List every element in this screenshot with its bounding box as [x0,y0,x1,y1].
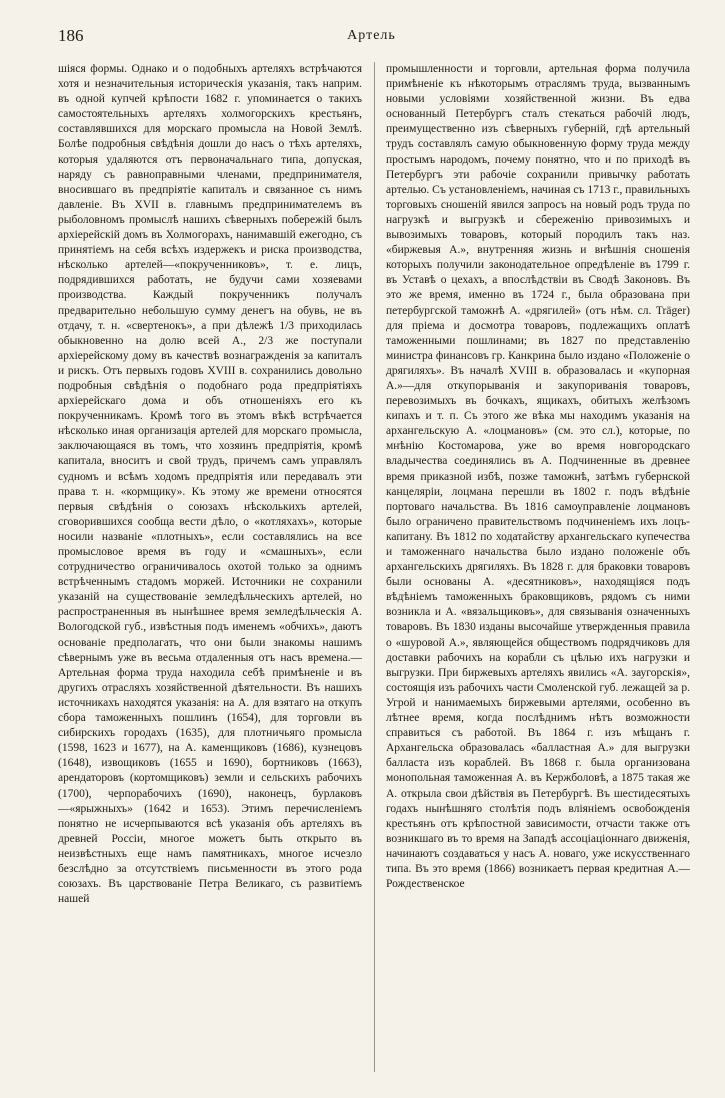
text-columns [58,62,690,1082]
page-number: 186 [58,26,84,45]
right-column [386,62,690,1072]
left-column [58,62,362,1072]
running-head: Артель [347,28,396,43]
column-divider [374,62,375,1072]
page-header [58,26,685,50]
right-column-text: промышленности и торговли, артельная форма получила примѣненіе къ нѣкоторымъ отраслямъ труда, вызваннымъ новыми условіями хозяйственной жизни. Въ едва основанный Петербургъ сталъ стекаться рабочій людъ, преимущественно изъ сѣверныхъ губерній, гдѣ артельный трудъ составлялъ самую обыкновенную форму труда между простымъ народомъ, почему понятно, что и по приходѣ въ Петербургъ эти рабочіе сохранили привычку работать артелью. Съ установленіемъ, начиная съ 1713 г., правильныхъ торговыхъ сношеній явился запросъ на новый родъ труда по нагрузкѣ и выгрузкѣ и сбереженію привозимыхъ и вывозимыхъ товаровъ, который породилъ такъ наз. «биржевыя А.», внутренняя жизнь и внѣшнія сношенія которыхъ получили законодательное опредѣленіе въ 1799 г. въ Уставѣ о цехахъ, а впослѣдствіи въ Сводѣ Законовъ. Въ это же время, именно въ 1724 г., была образована при петербургской таможнѣ А. «дрягилей» (отъ нѣм. сл. Träger) для пріема и досмотра товаровъ, подлежащихъ оплатѣ таможенными пошлинами; въ 1827 по представленію министра финансовъ гр. Канкрина было издано «Положеніе о дрягиляхъ». Въ началѣ XVIII в. образовалась и «купорная А.»—для откупорыванія и закупориванія товаровъ, перевозимыхъ въ бочкахъ, ящикахъ, обитыхъ желѣзомъ кипахъ и т. п. Съ этого же вѣка мы находимъ указанія на архангельскую А. «лоцмановъ» (см. это сл.), которые, по мнѣнію Костомарова, уже во время новгородскаго владычества соединялись въ А. Подчиненные въ древнее время приказной избѣ, позже таможнѣ, затѣмъ губернской канцеляріи, лоцмана перешли въ 1802 г. подъ вѣдѣніе портоваго начальства. Въ 1816 самоуправленіе лоцмановъ было ограничено правительствомъ подчиненіемъ ихъ лоцъ-капитану. Въ 1812 по ходатайству архангельскаго купечества и таможеннаго начальства было издано положеніе объ архангельскихъ дрягиляхъ. Въ 1828 г. для браковки товаровъ были основаны А. «десятниковъ», находящіяся подъ вѣдѣніемъ таможенныхъ браковщиковъ, рядомъ съ ними возникла и А. «вязальщиковъ», для связыванія означенныхъ товаровъ. Въ 1830 изданы высочайше утвержденныя правила о «шуровой А.», являющейся обществомъ подрядчиковъ для доставки рабочихъ на корабли съ цѣлью ихъ нагрузки и выгрузки. При биржевыхъ артеляхъ явились «А. заугорскія», состоящія изъ рабочихъ части Смоленской губ. лежащей за р. Угрой и нанимаемыхъ биржевыми артелями, особенно въ лѣтнее время, когда послѣднимъ нѣтъ возможности справиться съ работой. Въ 1864 г. изъ мѣщанъ г. Архангельска образовалась «балластная А.» для выгрузки балласта изъ кораблей. Въ 1868 г. была организована монопольная таможенная А. въ Кержболовѣ, а 1875 такая же А. открыла свои дѣйствія въ Петербургѣ. Въ шестидесятыхъ годахъ нынѣшняго столѣтія подъ вліяніемъ освобожденія крестьянъ отъ крѣпостной зависимости, отчасти также отъ возникшаго въ то время на Западѣ ассоціаціоннаго движенія, начинаютъ создаваться у насъ А. новаго, уже искусственнаго типа. Въ это время (1866) возникаетъ первая кредитная А.—Рождественское [386,63,690,891]
left-column-text: шіяся формы. Однако и о подобныхъ артеляхъ встрѣчаются хотя и незначительныя историческія указанія, такъ наприм. въ одной купчей крѣпости 1682 г. упоминается о такихъ самостоятельныхъ артеляхъ холмогорскихъ крестьянъ, составлявшихся для морскаго промысла на Новой Землѣ. Болѣе подробныя свѣдѣнія дошли до насъ о тѣхъ артеляхъ, которыя удаляются отъ первоначальнаго типа, допуская, наряду съ равноправными членами, предпринимателя, вносившаго въ предпріятіе капиталъ и связанное съ нимъ давленіе. Въ XVII в. главнымъ предпринимателемъ въ рыболовномъ промыслѣ нашихъ сѣверныхъ побережій былъ архіерейскій домъ въ Холмогорахъ, нанимавшій ежегодно, съ принятіемъ на себя всѣхъ издержекъ и риска производства, нѣсколько артелей—«покрученниковъ», т. е. лицъ, подрядившихся работать, не будучи сами хозяевами производства. Каждый покрученникъ получалъ предварительно небольшую сумму денегъ на обувь, не въ отдачу, т. н. «свертенокъ», а при дѣлежѣ 1/3 приходилась обыкновенно на долю всей А., 2/3 же поступали архіерейскому дому въ качествѣ вознагражденія за капиталъ и рискъ. Отъ первыхъ годовъ XVIII в. сохранились довольно подробныя свѣдѣнія о подобнаго рода предпріятіяхъ архіерейскаго дома и объ отношеніяхъ его къ покрученникамъ. Кромѣ того въ этомъ вѣкѣ встрѣчается нѣсколько иная организація артелей для морскаго промысла, заключающаяся въ томъ, что хозяинъ предпріятія, кромѣ капитала, вноситъ и свой трудъ, причемъ самъ управлялъ судномъ и всѣмъ ходомъ предпріятія или передавалъ эти права т. н. «кормщику». Къ этому же времени относятся первыя свѣдѣнія о союзахъ нѣсколькихъ артелей, сговорившихся сообща вести дѣло, о «котляхахъ», которые носили названіе «плотныхъ», если составлялись на все промысловое время въ году и «смашныхъ», если сотрудничество ограничивалось охотой только за однимъ встрѣченнымъ стадомъ моржей. Источники не сохранили указаній на существованіе земледѣльческихъ артелей, но распространенныя въ нынѣшнее время земледѣльческія А. Вологодской губ., извѣстныя подъ именемъ «обчихъ», даютъ основаніе предполагать, что они были знакомы нашимъ сѣвернымъ уже въ весьма отдаленныя отъ насъ времена.—Артельная форма труда находила себѣ примѣненіе и въ другихъ отрасляхъ хозяйственной дѣятельности. Въ нашихъ источникахъ находятся указанія: на А. для взятаго на откупъ сбора таможенныхъ пошлинъ (1654), для торговли въ сибирскихъ городахъ (1635), для плотничьяго промысла (1598, 1623 и 1677), на А. каменщиковъ (1686), кузнецовъ (1648), извощиковъ (1655 и 1690), бортниковъ (1663), арендаторовъ (кортомщиковъ) земли и сельскихъ рабочихъ (1700), черпорабочихъ (1690), наконецъ, бурлаковъ—«ярыжныхъ» (1642 и 1653). Этимъ перечисленіемъ понятно не исчерпываются всѣ указанія объ артеляхъ въ древней Россіи, многое можетъ быть открыто въ неизвѣстныхъ еще намъ памятникахъ, многое исчезло безслѣдно за отсутствіемъ письменности въ этого рода союзахъ. Въ царствованіе Петра Великаго, съ развитіемъ нашей [58,63,362,906]
